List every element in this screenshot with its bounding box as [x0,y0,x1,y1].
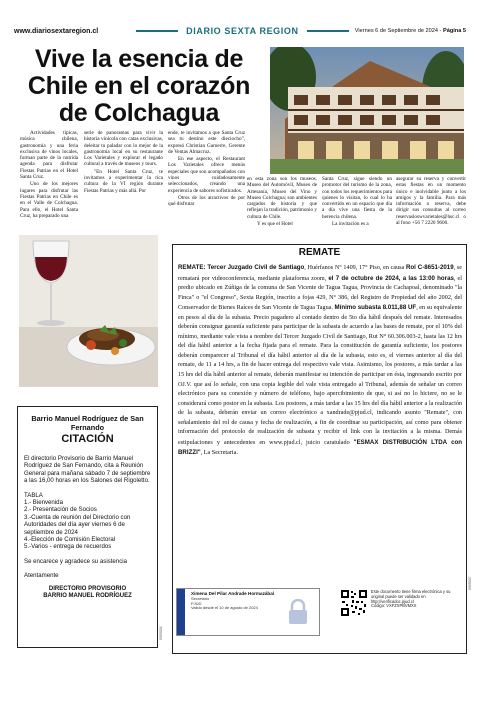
paragraph: en esta zona son los museos. Museo del Automóvil, Museo de Artesanía, Museo del Vino y Museo Colchagua; son ambientes cargados de historia y que reflejan la tradición, patrimonio y cultura de Chile. [247,176,317,220]
signature-strip [177,589,185,635]
article-column-2 [84,130,163,195]
remate-minimum: Mínimo subasta 8.011,88 UF [334,304,417,312]
agenda-item: 3.-Cuenta de reunión del Directorio con Autoridades del día ayer viernes 6 de septiembre de 2024 [24,513,131,536]
paragraph: asegurar su reserva y convertir estas fiestas en un momento único e inolvidable junto a los amigos y la familia. Para más información o reserva, debe dirigir sus consultas al correo reservasloswvarietales@hsc.cl o al fono +56 7 2220 9600. [396,176,466,227]
food-wine-photo [19,235,158,387]
notice-title: CITACIÓN [61,433,114,445]
agenda-item: 1.- Bienvenida [24,499,63,507]
remate-text: REMATE: Tercer Juzgado Civil de Santiago, Huérfanos N° 1409, 17° Piso, en causa Rol C-8651-2019, se rematará por videoconferencia, mediante plataforma zoom, el 7 de octubre de 2024, a las 13:00 horas, el predio ubicado en Zúñiga de la comuna de San Vicente de Tagua Tagua, Provincia de Cachapoal, denominado "la Finca" o "el Congreso", Sexta Región, inscrito a fojas 429, N° 386, del Registro de Propiedad del año 2002, del Conservador de Bienes Raíces de San Vicente de Tagua Tagua. Mínimo subasta 8.011,88 UF, en su equivalente en pesos al día de la subasta. Precio pagadero al contado dentro de 5to día hábil después del remate. Interesados deberán consignar garantía suficiente para participar de la subasta de acuerdo a las bases de remate, por el 10% del mínimo, mediante vale vista a nombre del Tercer Juzgado Civil de Santiago, Rut N° 60.306.003-2, hasta las 12 hrs del día hábil anterior a la fecha fijada para el remate. Para la constitución de garantía suficiente, los postores deberán comparecer al Tribunal el día hábil anterior al día de la subasta, esto es, el viernes anterior al día del remate, de 11 a 14 hrs, a fin de hacer entrega del respectivo vale vista. Asimismo, los postores, a más tardar a las 15 hrs del día hábil anterior al remate, deberán manifestar su intención de participar en ésta, ingresando escrito por OJ.V. que así lo señale, con una copia legible del vale vista entregado al Tribunal, además de señalar un correo electrónico para su conexión y número de teléfono, bajo apercibimiento de que, si así no lo hiciere, no se le considerará como postor en la subasta. Los postores, a más tardar a las 15 hrs del día hábil anterior a la realización de la subasta, deberán enviar un correo electrónico a xandrade@pjud.cl, indicando asunto "Remate", con señalamiento del rol de causa y fecha de realización, a fin de coordinar su participación, así como para obtener información del protocolo de realización de subasta y recibir el link con la invitación a la misma. Demás estipulaciones y antecedentes en www.pjud.cl, juicio caratulado "ESMAX DISTRIBUCIÓN LTDA con BRIZZI", La Secretaria. [178,264,463,457]
article-column-5 [322,176,392,228]
page-number: Página 5 [442,28,466,34]
remate-case-title: "ESMAX DISTRIBUCIÓN LTDA con BRIZZI" [178,438,462,457]
notice-closing: Se encarece y agradece su asistencia [24,557,127,565]
citacion-notice [17,406,158,648]
remate-case-number: Rol C-8651-2019 [406,264,454,271]
paragraph: Santa Cruz, sigue siendo un promotor del turismo de la zona, con todos los requerimientos para quienes lo visitan, lo cual lo ha convertido en un espacio que día a día vive una fiesta de la herencia chilena. [322,176,393,220]
paragraph: Uno de los mejores lugares para disfrutar las Fiestas Patrias en Chile es en el Valle de Colchagua. Para ello, el Hotel Santa Cruz, ha preparado una [20,181,78,219]
paragraph: La invitación es a [332,221,369,228]
remate-court: REMATE: Tercer Juzgado Civil de Santiago [178,264,305,271]
paragraph: Otros de los atractivos de por qué disfrutar [168,194,245,208]
notice-signature [24,586,151,600]
article-column-3 [168,130,245,209]
agenda-item: 5.-Varios - entrega de recuerdos [24,543,112,551]
notice-intro: El directorio Provisorio de Barrio Manuel Rodríguez de San Fernando, cita a Reunión General para mañana sábado 7 de septiembre a las 16,00 horas en los Salones del Rigoletto. [24,455,151,485]
remate-ad-code: 0905007 [468,576,472,590]
agenda-item: 4.-Elección de Comisión Electoral [24,536,116,544]
agenda-title: TABLA [24,491,43,499]
signature-line-1: DIRECTORIO PROVISORIO [48,585,127,592]
header-rule-right [307,30,349,32]
remate-date: el 7 de octubre de 2024, a las 13:00 horas [328,274,454,282]
lock-icon [287,599,309,630]
paragraph: ende, te invitamos a que Santa Cruz sea tu destino este dieciocho", expresó Christian Garnerre, Gerente de Ventas Almacruz. [168,130,245,155]
signature-line-2: BARRIO MANUEL RODRÍGUEZ [43,592,132,599]
newspaper-name: DIARIO SEXTA REGION [186,26,299,36]
verification-code: Código: VXFZXPBVMXX [371,603,417,609]
article-column-1 [20,130,78,220]
site-url[interactable]: www.diariosextaregion.cl [14,27,99,35]
remate-title: REMATE [298,247,341,258]
issue-date: Viernes 6 de Septiembre de 2024 - [354,28,443,34]
article-headline: Vive la esencia de Chile en el corazón de Colchagua [27,45,251,127]
page-header [14,24,466,38]
qr-code-icon[interactable] [340,589,368,617]
signer-name: Ximena Del Pilar Andrade Hormazábal [191,591,275,596]
notice-organization: Barrio Manuel Rodríguez de San Fernando [31,414,144,432]
paragraph: En ese aspecto, el Restaurant Los Varietales ofrece menús especiales que son acompañados con vinos cuidadosamente seleccionados, creando una experiencia de sabores sofisticados. [168,156,245,194]
paragraph: Y es que el Hotel [257,221,293,228]
article-column-6 [396,176,466,227]
paragraph: serie de panoramas para vivir la historia vinícola con catas exclusivas, deleitar tu paladar con lo mejor de la gastronomía local en su restaurante Los Varietales y explorar el legado cultural a través de museos y tours. [84,130,163,168]
header-rule-left [136,30,178,32]
verification-note [371,590,463,609]
article-column-4 [247,176,317,228]
date-line [349,28,466,34]
notice-regards: Atentamente [24,572,59,580]
citacion-ad-code: 0905004 [159,626,163,640]
agenda-item: 2.- Presentación de Socios [24,506,97,514]
paragraph: "En Hotel Santa Cruz, te invitamos a experimentar la rica cultura de la VI región durante Fiestas Patrias y más allá. Por [84,168,163,194]
paragraph: Actividades típicas, música chilena, gastronomía y una feria exclusiva de vinos locales, forman parte de la nutrida agenda para disfrutar Fiestas Patrias en el Hotel Santa Cruz. [20,130,78,181]
signer-details: Secretario PJUD Valido desde el 10 de agosto de 2024 [191,596,258,611]
electronic-signature [176,588,320,636]
hotel-photo [270,47,464,174]
verification-text: Este documento tiene firma electrónica y su original puede ser validado en http://verificadoc.pjud.cl [371,589,451,604]
